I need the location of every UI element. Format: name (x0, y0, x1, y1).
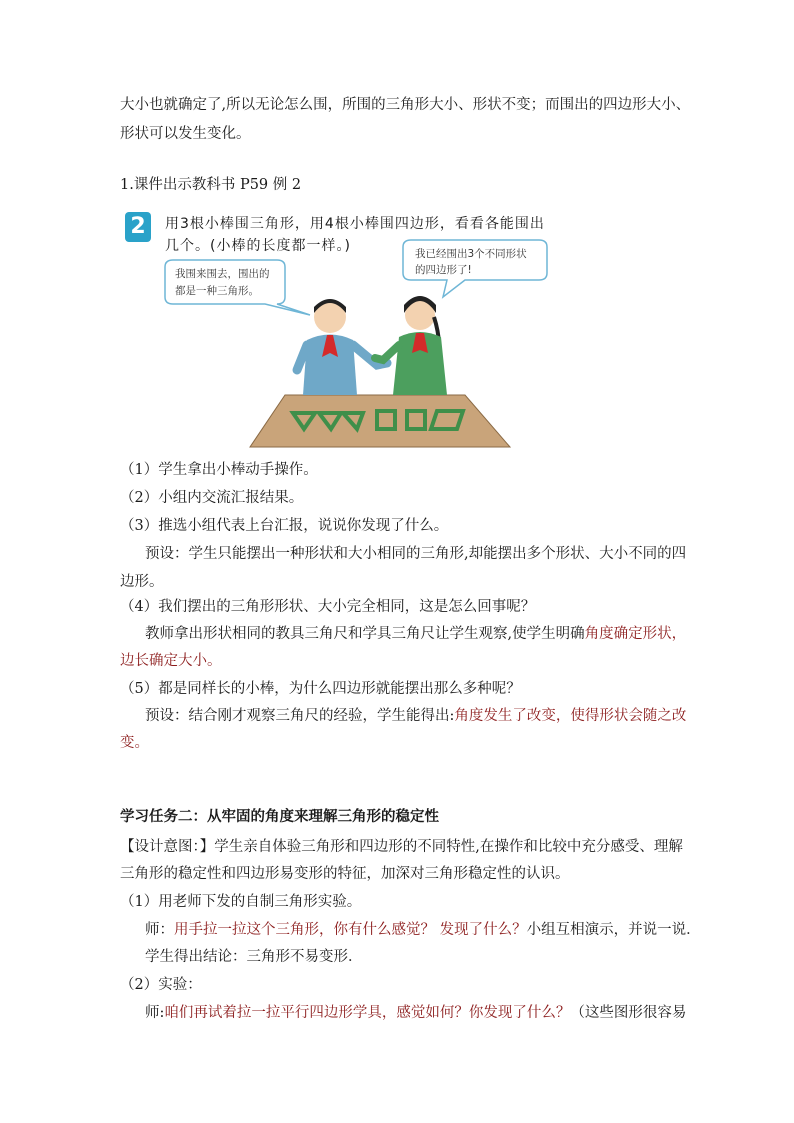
emphasis-text: 变。 (120, 735, 149, 751)
step-heading: 1.课件出示教科书 P59 例 2 (120, 177, 302, 193)
step-item: （5）都是同样长的小棒，为什么四边形就能摆出那么多种呢？ (120, 681, 521, 697)
design-intent: 三角形的稳定性和四边形易变形的特征，加深对三角形稳定性的认识。 (120, 866, 570, 882)
boy-bubble-text: 都是一种三角形。 (175, 285, 259, 297)
emphasis-text: 用手拉一拉这个三角形，你有什么感觉？ 发现了什么？ (174, 922, 527, 938)
preset-text-plain: 预设：结合刚才观察三角尺的经验，学生能得出: (145, 708, 455, 724)
teacher-label: 师: (145, 1005, 165, 1021)
emphasis-text: 边长确定大小。 (120, 653, 222, 669)
boy-bubble-text: 我围来围去，围出的 (175, 268, 270, 280)
example-number-badge: 2 (125, 212, 151, 242)
teacher-text-plain: （这些图形很容易 (570, 1005, 687, 1021)
paragraph-line: 大小也就确定了,所以无论怎么围，所围的三角形大小、形状不变；而围出的四边形大小、 (120, 97, 691, 113)
textbook-figure (125, 205, 555, 455)
girl-bubble-text: 我已经围出3个不同形状 (415, 248, 527, 260)
design-intent: 【设计意图：】学生亲自体验三角形和四边形的不同特性,在操作和比较中充分感受、理解 (120, 839, 683, 855)
teacher-prompt (145, 920, 701, 940)
section-title: 学习任务二：从牢固的角度来理解三角形的稳定性 (120, 808, 439, 825)
step-item: （4）我们摆出的三角形形状、大小完全相同，这是怎么回事呢？ (120, 599, 536, 615)
teacher-text (145, 624, 686, 644)
conclusion-text: 学生得出结论：三角形不易变形． (145, 949, 363, 965)
emphasis-text: 角度确定形状， (584, 626, 687, 642)
emphasis-text: 咱们再试着拉一拉平行四边形学具，感觉如何？你发现了什么？ (164, 1005, 571, 1021)
preset-text: 边形。 (120, 574, 164, 590)
experiment-item: （1）用老师下发的自制三角形实验。 (120, 894, 362, 910)
step-item: （2）小组内交流汇报结果。 (120, 490, 304, 506)
girl-bubble-text: 的四边形了! (415, 264, 472, 276)
figure-question-line: 几个。(小棒的长度都一样。) (165, 238, 351, 254)
teacher-text-plain: 教师拿出形状相同的教具三角尺和学具三角尺让学生观察,使学生明确 (145, 626, 585, 642)
table (250, 395, 510, 447)
teacher-prompt (145, 1003, 686, 1023)
emphasis-text: 角度发生了改变，使得形状会随之改 (454, 708, 687, 724)
figure-question-line: 用3根小棒围三角形，用4根小棒围四边形，看看各能围出 (165, 216, 545, 232)
classroom-illustration (125, 205, 555, 455)
preset-text (145, 706, 686, 726)
teacher-label: 师： (145, 922, 174, 938)
paragraph-line: 形状可以发生变化。 (120, 126, 251, 142)
experiment-item: （2）实验： (120, 977, 202, 993)
girl-student (375, 296, 447, 395)
step-item: （1）学生拿出小棒动手操作。 (120, 462, 318, 478)
preset-text: 预设：学生只能摆出一种形状和大小相同的三角形,却能摆出多个形状、大小不同的四 (145, 546, 687, 562)
teacher-text-plain: 小组互相演示，并说一说． (526, 922, 701, 938)
boy-student (297, 299, 387, 395)
step-item: （3）推选小组代表上台汇报，说说你发现了什么。 (120, 518, 449, 534)
